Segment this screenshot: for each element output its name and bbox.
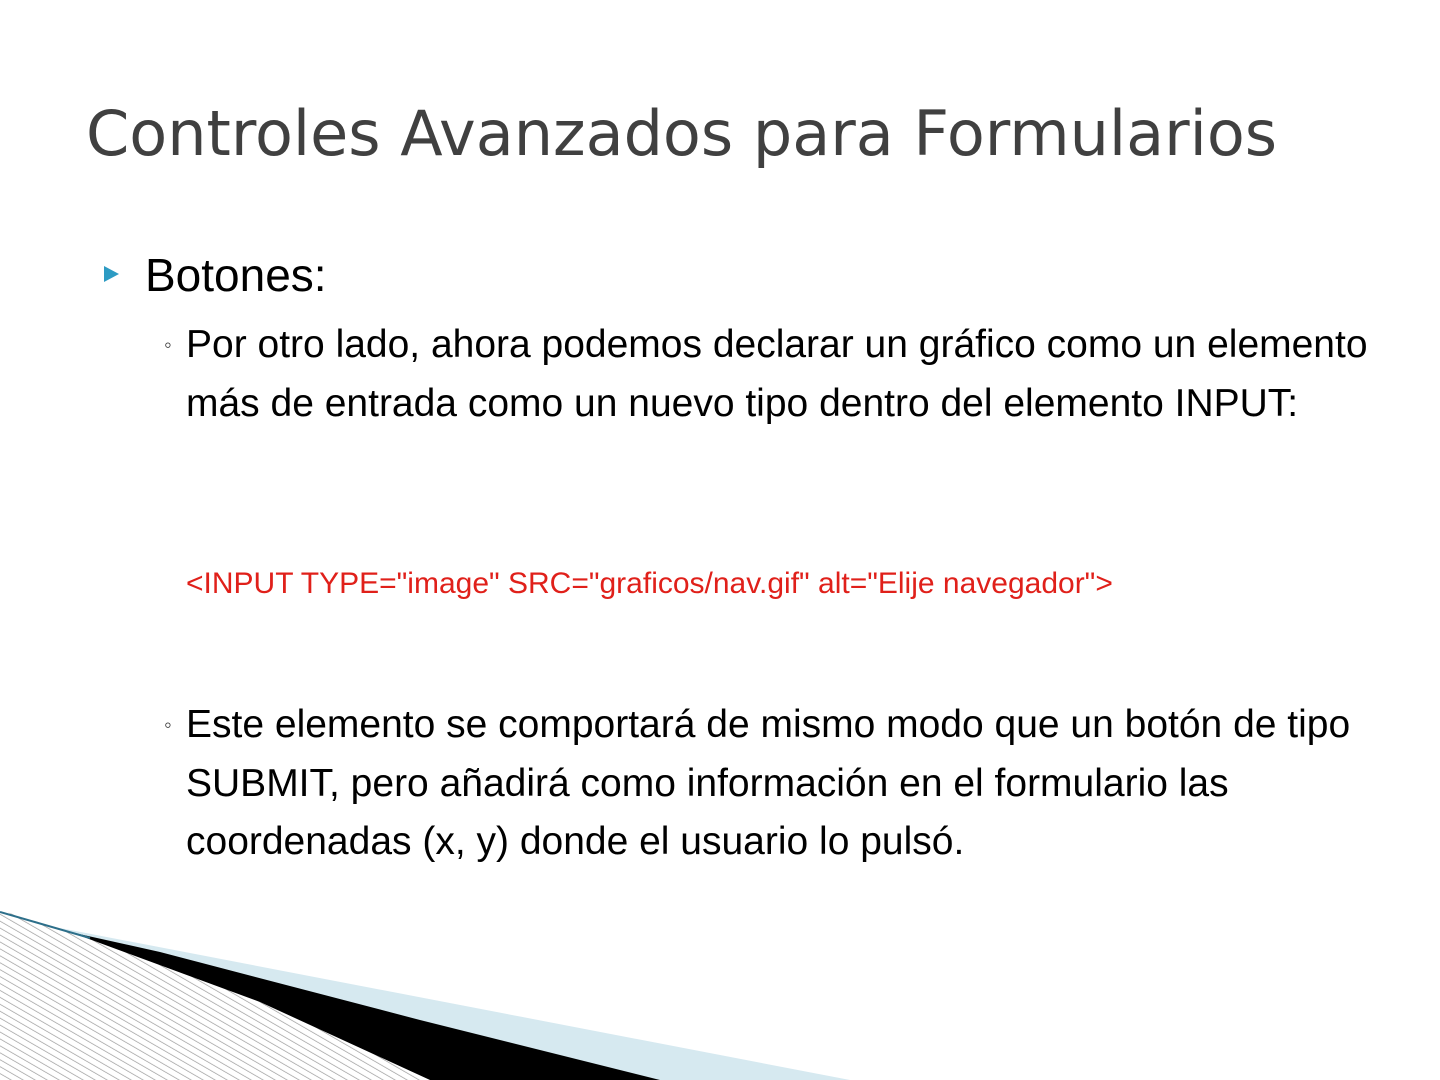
circle-bullet-icon: ◦: [164, 332, 172, 357]
slide-title: Controles Avanzados para Formularios: [86, 97, 1278, 170]
decorative-corner-graphic: [0, 880, 900, 1080]
triangle-bullet-icon: [104, 266, 119, 282]
bullet-label: Botones:: [145, 249, 327, 301]
sub-bullet-text: Este elemento se comportará de mismo modo que un botón de tipo SUBMIT, pero añadirá como información en el formulario las coordenadas (x, y) donde el usuario lo pulsó.: [186, 703, 1351, 863]
circle-bullet-icon: ◦: [164, 712, 172, 737]
sub-bullet-text: Por otro lado, ahora podemos declarar un gráfico como un elemento más de entrada como un nuevo tipo dentro del elemento INPUT:: [186, 323, 1368, 425]
code-example: <INPUT TYPE="image" SRC="graficos/nav.gif" alt="Elije navegador">: [186, 567, 1113, 600]
